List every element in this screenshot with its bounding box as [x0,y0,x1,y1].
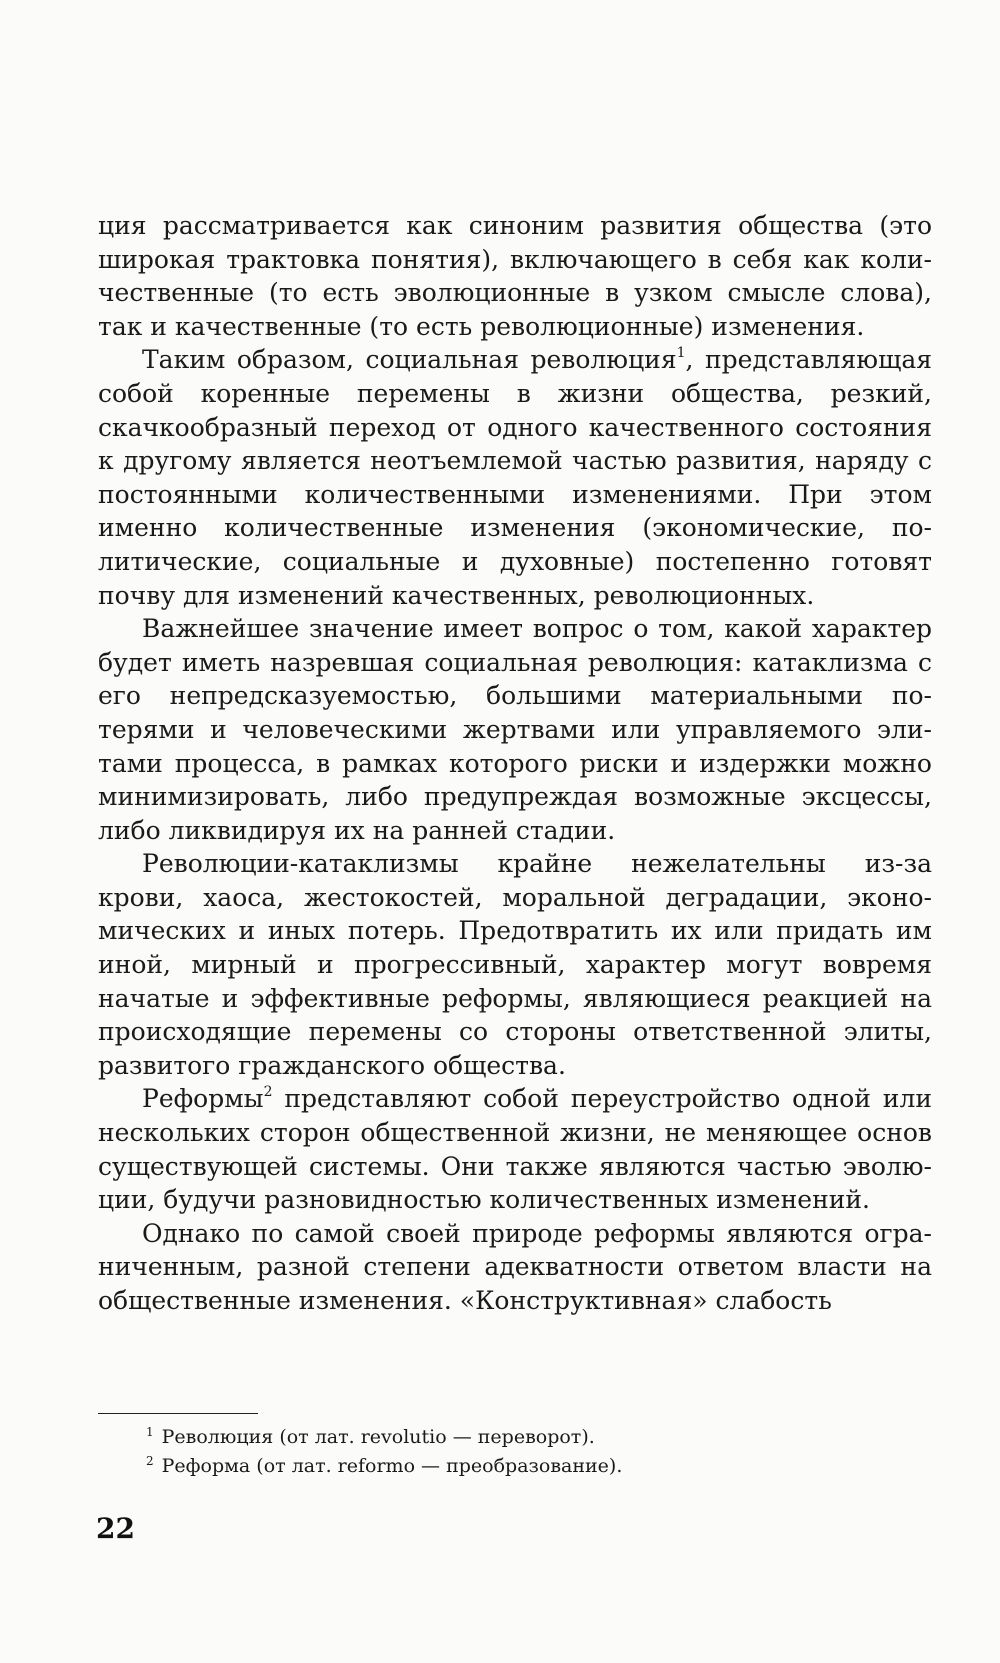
paragraph [98,1217,932,1318]
paragraph-text: представляют собой переустройство одной или нескольких сторон общественной жизни, не меняющее основ существующей системы. Они также являются частью эволюции, будучи разновидностью количественных изменений. [98,1084,932,1215]
paragraph-text: Однако по самой своей природе реформы являются ограниченным, разной степени адекватности ответом власти на общественные изменения. «Конструктивная» слабость [98,1218,932,1315]
paragraph [98,343,932,612]
paragraph-text: Реформы [142,1084,264,1114]
paragraph-text: ция рассматривается как синоним развития общества (это широкая трактовка понятия), включающего в себя как количественные (то есть эволюционные в узком смысле слова), так и качественные (то есть революционные) изменения. [98,211,932,341]
paragraph-text: Важнейшее значение имеет вопрос о том, какой характер будет иметь назревшая социальная революция: катаклизма с его непредсказуемостью, большими материальными потерями и человеческими жертвами или управляемого элитами процесса, в рамках которого риски и издержки можно минимизировать, либо предупреждая возможные эксцессы, либо ликвидируя их на ранней стадии. [98,614,932,845]
main-text [98,209,932,1318]
footnote-mark: 1 [146,1424,154,1439]
footnote-text: Революция (от лат. revolutio — переворот). [161,1426,595,1448]
footnote-reference: 2 [263,1084,273,1101]
footnote-reference: 1 [676,345,686,362]
footnote-divider [98,1413,258,1414]
paragraph [98,847,932,1082]
page-number: 22 [96,1512,135,1545]
footnote-text: Реформа (от лат. reformo — преобразование). [161,1455,623,1477]
paragraph-text: , представляющая собой коренные перемены в жизни общества, резкий, скачкообразный переход от одного качественного состояния к другому является неотъемлемой частью развития, наряду с постоянными количественными изменениями. При этом именно количественные изменения (экономические, политические, социальные и духовные) постепенно готовят почву для изменений качественных, революционных. [98,345,932,610]
paragraph [98,612,932,847]
paragraph [98,1082,932,1216]
footnote [98,1452,932,1481]
paragraph [98,209,932,343]
paragraph-text: Таким образом, социальная революция [142,345,677,375]
footnote [98,1423,932,1452]
footnote-mark: 2 [146,1453,154,1468]
paragraph-text: Революции-катаклизмы крайне нежелательны из-за крови, хаоса, жестокостей, моральной деградации, экономических и иных потерь. Предотвратить их или придать им иной, мирный и прогрессивный, характер могут вовремя начатые и эффективные реформы, являющиеся реакцией на происходящие перемены со стороны ответственной элиты, развитого гражданского общества. [98,849,932,1080]
footnotes [98,1423,932,1481]
